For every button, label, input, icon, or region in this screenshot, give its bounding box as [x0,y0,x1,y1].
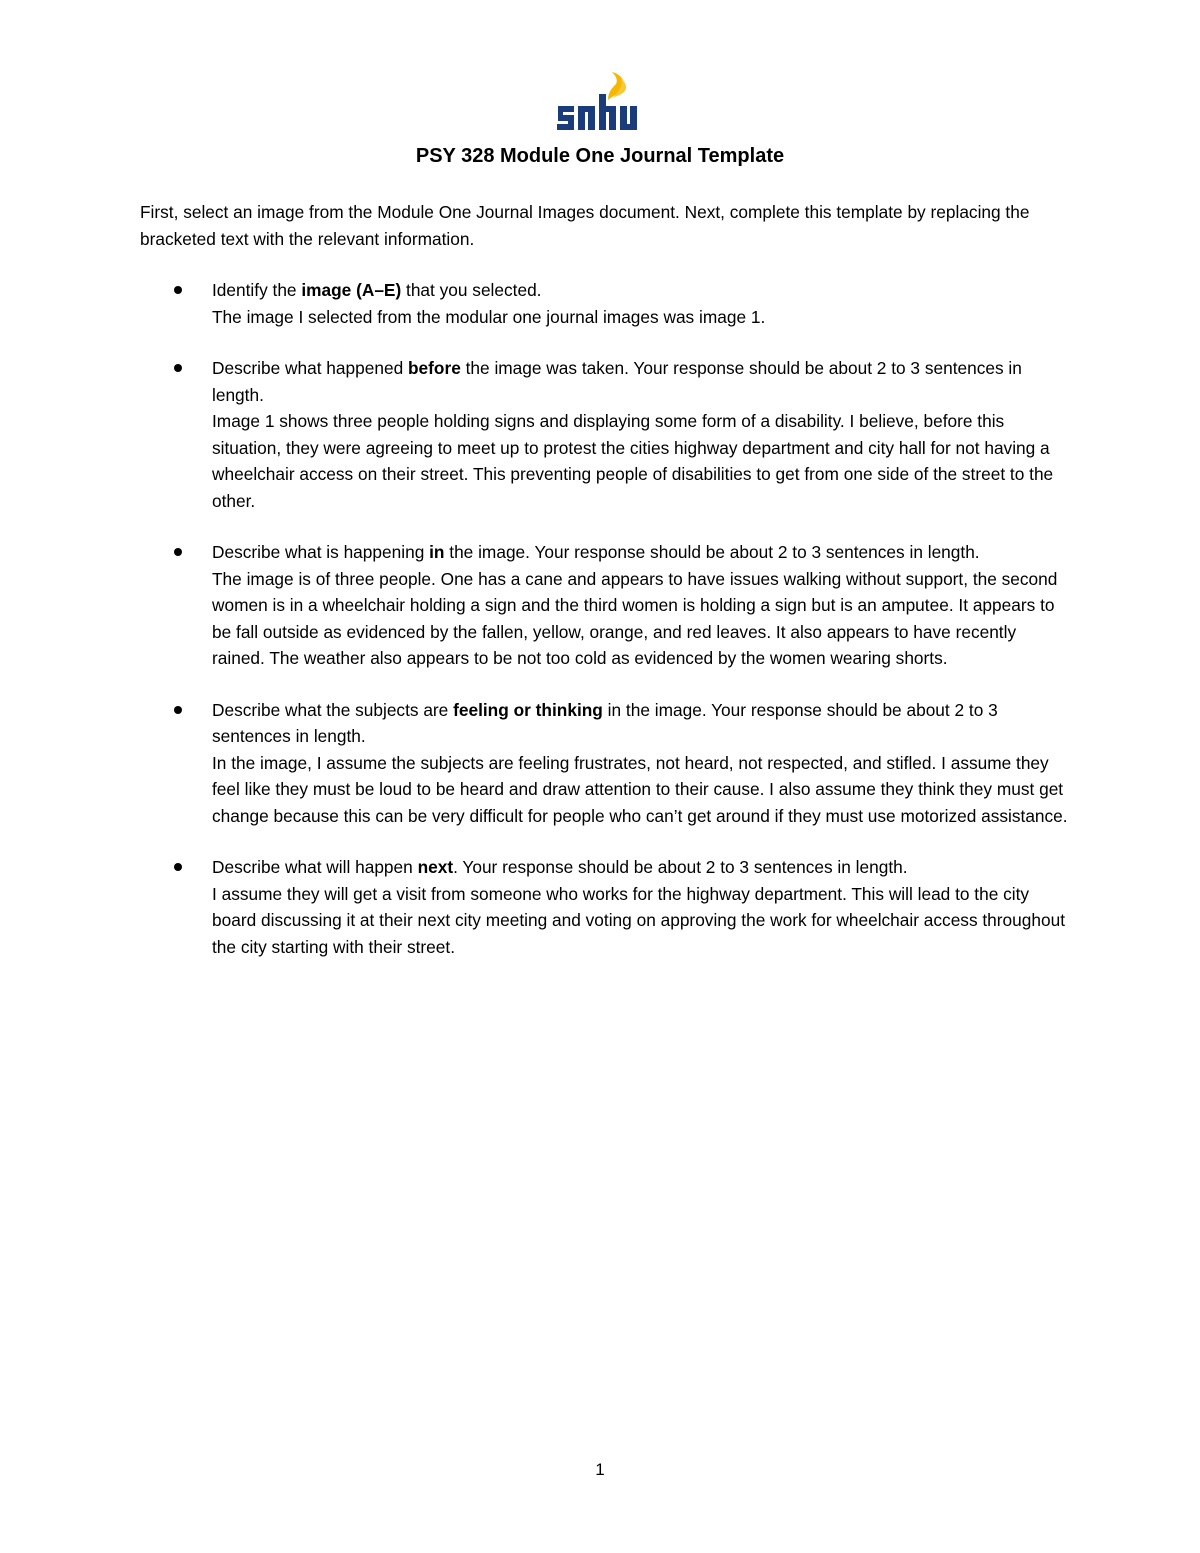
question-prompt: Describe what will happen next. Your response should be about 2 to 3 sentences in length. [212,857,908,877]
bullet-icon [174,286,182,294]
page-number: 1 [595,1460,605,1479]
question-prompt: Describe what happened before the image was taken. Your response should be about 2 to 3 sentences in length. [212,358,1022,405]
question-answer: The image is of three people. One has a cane and appears to have issues walking without support, the second women is in a wheelchair holding a sign and the third women is holding a sign but is an amputee. It appears to be fall outside as evidenced by the fallen, yellow, orange, and red leaves. It also appears to have recently rained. The weather also appears to be not too cold as evidenced by the women wearing shorts. [212,568,1058,668]
bullet-icon [174,706,182,714]
bullet-icon [174,863,182,871]
question-prompt: Describe what is happening in the image. Your response should be about 2 to 3 sentences in length. [212,542,980,562]
list-item [140,355,1070,514]
list-item [140,854,1070,960]
question-answer: The image I selected from the modular one journal images was image 1. [212,306,766,327]
bullet-icon [174,364,182,372]
list-item [140,277,1070,330]
bullet-icon [174,548,182,556]
question-answer: In the image, I assume the subjects are feeling frustrates, not heard, not respected, and stifled. I assume they feel like they must be loud to be heard and draw attention to their cause. I also assume they think they must get change because this can be very difficult for people who can’t get around if they must use motorized assistance. [212,752,1068,826]
journal-question-list [140,277,1070,985]
snhu-logo [550,70,650,134]
question-prompt: Identify the image (A–E) that you selected. [212,280,542,300]
list-item [140,697,1070,830]
list-item [140,539,1070,672]
question-answer: I assume they will get a visit from someone who works for the highway department. This will lead to the city board discussing it at their next city meeting and voting on approving the work for wheelchair access throughout the city starting with their street. [212,883,1066,957]
question-prompt: Describe what the subjects are feeling or thinking in the image. Your response should be about 2 to 3 sentences in length. [212,699,998,746]
intro-paragraph: First, select an image from the Module One Journal Images document. Next, complete this template by replacing the bracketed text with the relevant information. [140,202,1030,249]
snhu-flame-logo-icon [550,70,650,134]
question-answer: Image 1 shows three people holding signs and displaying some form of a disability. I believe, before this situation, they were agreeing to meet up to protest the cities highway department and city hall for not having a wheelchair access on their street. This preventing people of disabilities to get from one side of the street to the other. [212,411,1054,511]
document-title: PSY 328 Module One Journal Template [415,145,785,167]
